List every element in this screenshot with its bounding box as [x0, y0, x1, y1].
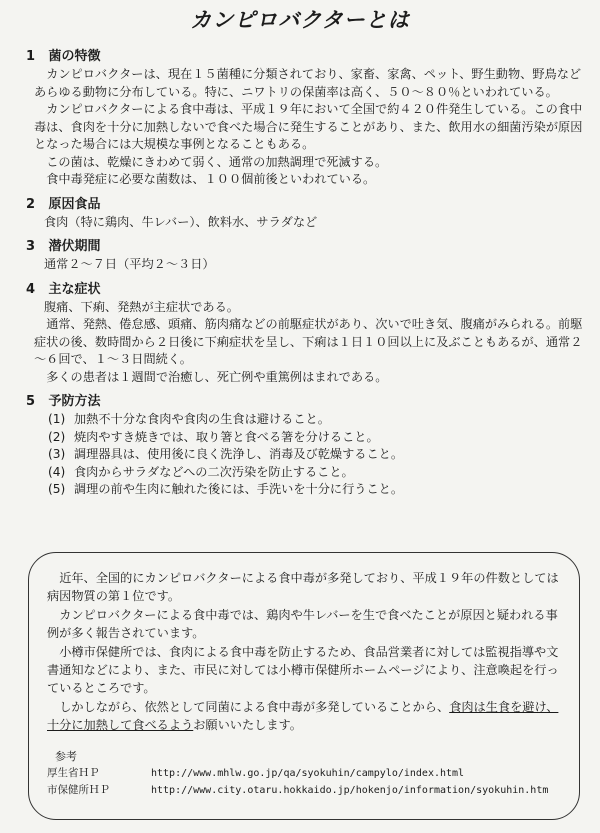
section-heading [26, 238, 586, 256]
list-item [48, 411, 586, 429]
reference-url-link[interactable]: http://www.city.otaru.hokkaido.jp/hokenjo/information/syokuhin.htm [151, 785, 549, 796]
paragraph: 食中毒発症に必要な菌数は、１００個前後といわれている。 [46, 172, 376, 186]
notice-text: しかしながら、依然として同菌による食中毒が多発していることから、 [59, 700, 450, 714]
list-item-text: 食肉からサラダなどへの二次汚染を防止すること。 [74, 464, 354, 479]
paragraph: カンピロバクターによる食中毒は、平成１９年において全国で約４２０件発生している。この食中毒は、食肉を十分に加熱しないで食べた場合に発生することがあり、また、飲用水の細菌汚染が原因となった場合には大規模な事例となることもある。 [34, 102, 583, 151]
paragraph: カンピロバクターは、現在１５菌種に分類されており、家畜、家禽、ペット、野生動物、野鳥などあらゆる動物に分布している。特に、ニワトリの保菌率は高く、５０～８０％といわれている。 [34, 67, 582, 99]
notice-box [28, 552, 580, 820]
section-number: 3 [26, 239, 36, 254]
list-item [48, 446, 586, 464]
text-line: 食肉（特に鶏肉、牛レバー）、飲料水、サラダなど [44, 214, 318, 229]
section-title: 菌の特徴 [48, 49, 101, 64]
list-item-text: 調理の前や生肉に触れた後には、手洗いを十分に行うこと。 [74, 482, 404, 496]
list-marker: (2) [48, 429, 66, 444]
paragraph: 多くの患者は１週間で治癒し、死亡例や重篤例はまれである。 [46, 369, 388, 384]
section-number: 1 [26, 49, 36, 64]
list-item-text: 調理器具は、使用後に良く洗浄し、消毒及び乾燥すること。 [74, 447, 404, 461]
notice-text: お願いいたします。 [193, 718, 302, 732]
section-heading [26, 281, 586, 299]
references-title: 参考 [55, 750, 77, 763]
notice-paragraph [47, 698, 565, 734]
list-item [48, 429, 586, 447]
text-line: 通常２～７日（平均２～３日） [44, 257, 215, 271]
section-title: 潜伏期間 [48, 239, 101, 254]
list-marker: (5) [48, 482, 66, 496]
section-heading [26, 196, 586, 214]
notice-paragraph: カンピロバクターによる食中毒では、鶏肉や牛レバーを生で食べたことが原因と疑われる事例が多く報告されています。 [47, 608, 558, 640]
section-heading [26, 48, 586, 66]
notice-paragraph: 小樽市保健所では、食肉による食中毒を防止するため、食品営業者に対しては監視指導や文書通知などにより、また、市民に対しては小樽市保健所ホームページにより、注意喚起を行っているところです。 [47, 645, 559, 695]
section-number: 4 [26, 281, 36, 297]
reference-row [47, 782, 565, 799]
section-number: 2 [26, 196, 36, 212]
paragraph: この菌は、乾燥にきわめて弱く、通常の加熱調理で死滅する。 [46, 154, 388, 169]
section-title: 原因食品 [48, 196, 101, 212]
paragraph: 通常、発熱、倦怠感、頭痛、筋肉痛などの前駆症状があり、次いで吐き気、腹痛がみられる。前駆症状の後、数時間から２日後に下痢症状を呈し、下痢は１日１０回以上に及ぶこともあるが、通常２～６回で、１～３日間続く。 [34, 317, 583, 366]
reference-label: 市保健所ＨＰ [47, 784, 110, 796]
references [47, 748, 565, 799]
list-marker: (1) [48, 412, 66, 426]
underlined-advice: 食肉は生食を避け、十分に加熱して食べるよう [47, 700, 559, 732]
reference-row [47, 765, 565, 782]
section-number: 5 [26, 394, 36, 409]
list-item [48, 481, 586, 499]
section-heading [26, 393, 586, 411]
section-incubation-period [26, 238, 586, 274]
notice-paragraph: 近年、全国的にカンピロバクターによる食中毒が多発しており、平成１９年の件数としては病因物質の第１位です。 [47, 571, 559, 603]
list-marker: (3) [48, 447, 66, 461]
list-marker: (4) [48, 464, 66, 479]
section-symptoms [26, 281, 586, 387]
section-causative-foods [26, 196, 586, 232]
section-title: 予防方法 [48, 394, 101, 409]
section-prevention [26, 393, 586, 499]
section-title: 主な症状 [48, 281, 101, 297]
text-line: 腹痛、下痢、発熱が主症状である。 [44, 299, 239, 314]
page-title: カンピロバクターとは [190, 8, 410, 32]
main-content [26, 48, 586, 506]
reference-label: 厚生省ＨＰ [47, 767, 100, 779]
reference-url-link[interactable]: http://www.mhlw.go.jp/qa/syokuhin/campylo/index.html [151, 768, 465, 779]
prevention-list [26, 411, 586, 499]
list-item-text: 焼肉やすき焼きでは、取り箸と食べる箸を分けること。 [74, 429, 379, 444]
list-item [48, 464, 586, 482]
section-bacteria-features [26, 48, 586, 189]
list-item-text: 加熱不十分な食肉や食肉の生食は避けること。 [74, 412, 330, 426]
